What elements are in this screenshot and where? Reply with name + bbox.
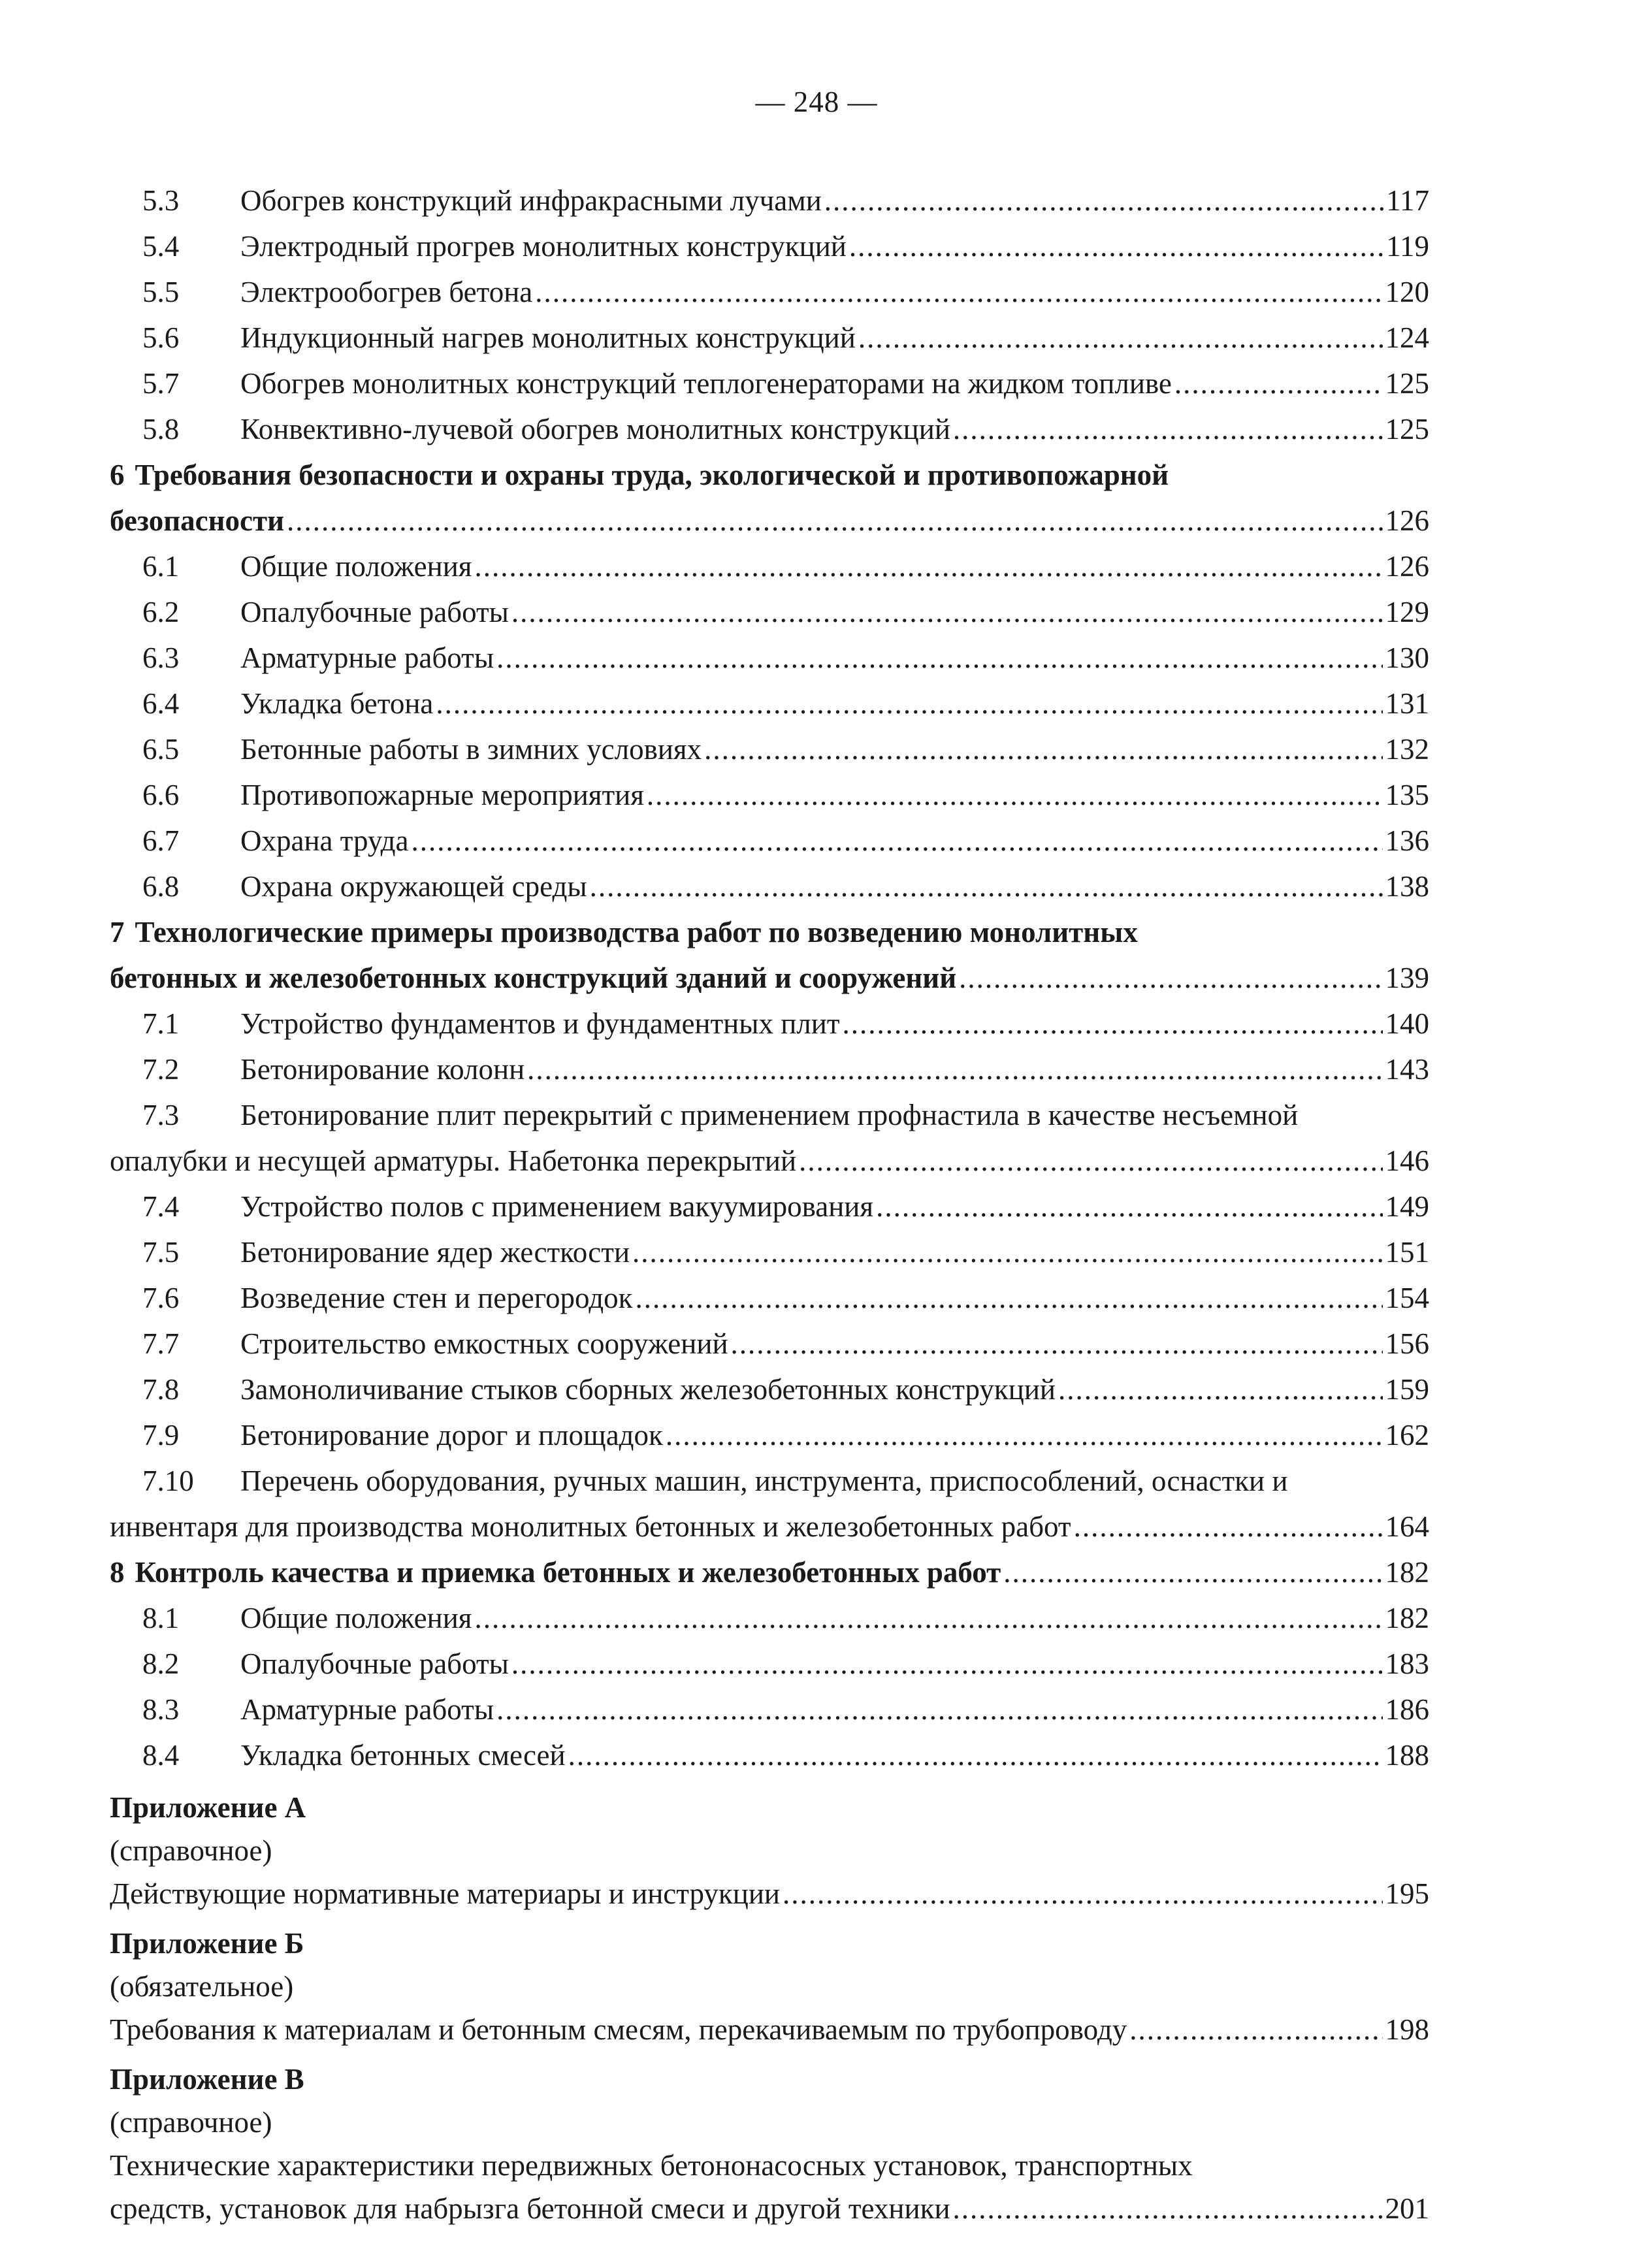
toc-entry-8-1[interactable] [110,1595,1429,1641]
toc-entry-number: 6.6 [142,779,180,811]
toc-entry-page: 126 [1385,550,1429,583]
toc-section-number: 8 [110,1556,125,1589]
toc-entry-number: 6.5 [142,733,180,766]
appendix-v[interactable] [110,2056,1429,2229]
toc-entry-number: 7.8 [142,1373,180,1406]
toc-entry-page: 149 [1385,1190,1429,1223]
toc-entry-number: 5.4 [142,230,180,263]
toc-entry-title-line1: Перечень оборудования, ручных машин, инструмента, приспособлений, оснастки и [240,1465,1288,1497]
toc-entry-number: 6.7 [142,824,180,857]
toc-entry-page: 124 [1385,321,1429,354]
toc-entry-number: 7.1 [142,1007,180,1040]
dot-leader [1174,361,1383,406]
dot-leader [496,1687,1382,1732]
toc-entry-page: 151 [1385,1236,1429,1269]
appendix-heading: Приложение Б [110,1927,304,1960]
toc-entry-page: 186 [1385,1693,1429,1726]
toc-entry-number: 7.10 [142,1465,194,1497]
appendix-type: (справочное) [110,2106,272,2139]
dot-leader [411,818,1382,864]
toc-entry-title: Бетонирование колонн [240,1053,525,1086]
dot-leader [953,2186,1383,2231]
toc-entry-page: 159 [1385,1373,1429,1406]
toc-entry-title: Арматурные работы [240,641,494,674]
dot-leader [511,589,1383,635]
toc-entry-title: Охрана труда [240,824,409,857]
toc-section-title-line1: Технологические примеры производства работ по возведению монолитных [135,916,1138,948]
toc-entry-6-7[interactable] [110,818,1429,864]
toc-entry-number: 7.9 [142,1419,180,1451]
toc-entry-5-6[interactable] [110,315,1429,361]
toc-entry-number: 7.3 [142,1099,180,1131]
toc-entry-page: 146 [1385,1144,1429,1177]
toc-entry-number: 6.2 [142,596,180,628]
toc-entry-7-9[interactable] [110,1412,1429,1458]
appendix-page: 201 [1385,2192,1429,2225]
dot-leader [568,1732,1383,1778]
toc-entry-title: Обогрев монолитных конструкций теплогенераторами на жидком топливе [240,367,1172,400]
dot-leader [475,543,1383,589]
toc-entry-title: Конвективно-лучевой обогрев монолитных конструкций [240,413,950,446]
toc-entry-number: 7.6 [142,1282,180,1314]
toc-entry-title: Общие положения [240,550,472,583]
dot-leader [535,269,1382,315]
toc-entry-7-8[interactable] [110,1367,1429,1412]
dot-leader [1003,1549,1382,1595]
toc-entry-title: Замоноличивание стыков сборных железобетонных конструкций [240,1373,1056,1406]
toc-entry-title: Противопожарные мероприятия [240,779,644,811]
toc-entry-title: Бетонирование дорог и площадок [240,1419,663,1451]
toc-entry-title: Укладка бетонных смесей [240,1739,566,1772]
toc-entry-page: 135 [1385,779,1429,811]
toc-section-number: 7 [110,916,125,948]
toc-entry-page: 156 [1385,1327,1429,1360]
dot-leader [824,178,1383,223]
appendix-type: (справочное) [110,1834,272,1867]
toc-entry-6-4[interactable] [110,681,1429,726]
appendix-page: 195 [1385,1877,1429,1910]
toc-entry-8-3[interactable] [110,1687,1429,1732]
toc-entry-page: 119 [1386,230,1429,263]
toc-entry-number: 5.8 [142,413,180,446]
toc-entry-page: 125 [1385,367,1429,400]
toc-entry-number: 6.4 [142,687,180,720]
dot-leader [666,1412,1383,1458]
toc-section-number: 6 [110,459,125,491]
toc-entry-title: Индукционный нагрев монолитных конструкций [240,321,856,354]
dot-leader [287,498,1382,543]
appendix-title-line1: Технические характеристики передвижных бетононасосных установок, транспортных [110,2149,1193,2182]
toc-section-title-line1: Требования безопасности и охраны труда, экологической и противопожарной [135,459,1169,491]
dot-leader [959,955,1382,1001]
toc-entry-number: 8.3 [142,1693,180,1726]
toc-entry-6-8[interactable] [110,864,1429,909]
table-of-contents [110,178,1429,2229]
toc-entry-page: 130 [1385,641,1429,674]
toc-entry-title: Опалубочные работы [240,1647,509,1680]
toc-entry-title: Бетонирование ядер жесткости [240,1236,630,1269]
toc-entry-5-5[interactable] [110,269,1429,315]
toc-entry-page: 182 [1385,1602,1429,1634]
dot-leader [731,1321,1383,1367]
toc-entry-title-line2: инвентаря для производства монолитных бетонных и железобетонных работ [110,1510,1071,1543]
toc-entry-page: 125 [1385,413,1429,446]
toc-entry-6-2[interactable] [110,589,1429,635]
toc-entry-number: 6.3 [142,641,180,674]
toc-entry-8-2[interactable] [110,1641,1429,1687]
toc-entry-7-6[interactable] [110,1275,1429,1321]
toc-entry-page: 188 [1385,1739,1429,1772]
dot-leader [496,635,1382,681]
appendix-title: Действующие нормативные материары и инструкции [110,1877,780,1910]
toc-entry-6-6[interactable] [110,772,1429,818]
toc-entry-number: 7.7 [142,1327,180,1360]
dot-leader [953,406,1383,452]
dot-leader [527,1046,1382,1092]
toc-entry-page: 162 [1385,1419,1429,1451]
toc-entry-number: 5.5 [142,276,180,308]
toc-entry-8-4[interactable] [110,1732,1429,1778]
toc-entry-title: Арматурные работы [240,1693,494,1726]
toc-entry-number: 8.2 [142,1647,180,1680]
toc-entry-title: Строительство емкостных сооружений [240,1327,728,1360]
appendix-heading: Приложение В [110,2063,304,2096]
dot-leader [876,1184,1382,1229]
toc-entry-7-4[interactable] [110,1184,1429,1229]
toc-entry-5-8[interactable] [110,406,1429,452]
toc-section-8[interactable] [110,1549,1429,1595]
toc-entry-6-1[interactable] [110,543,1429,589]
dot-leader [632,1229,1382,1275]
toc-entry-number: 8.4 [142,1739,180,1772]
appendix-title-line2: средств, установок для набрызга бетонной смеси и другой техники [110,2192,950,2225]
toc-entry-5-4[interactable] [110,223,1429,269]
appendix-heading: Приложение А [110,1791,306,1824]
toc-section-page: 139 [1385,962,1429,994]
toc-entry-6-3[interactable] [110,635,1429,681]
toc-entry-page: 164 [1385,1510,1429,1543]
dot-leader [647,772,1383,818]
toc-entry-7-5[interactable] [110,1229,1429,1275]
toc-entry-title: Обогрев конструкций инфракрасными лучами [240,184,822,217]
toc-entry-number: 5.7 [142,367,180,400]
toc-entry-page: 140 [1385,1007,1429,1040]
toc-entry-page: 183 [1385,1647,1429,1680]
toc-section-page: 126 [1385,504,1429,537]
appendix-page: 198 [1385,2013,1429,2046]
toc-entry-title: Бетонные работы в зимних условиях [240,733,702,766]
toc-entry-7-1[interactable] [110,1001,1429,1046]
toc-entry-number: 5.6 [142,321,180,354]
toc-entry-page: 136 [1385,824,1429,857]
toc-entry-page: 129 [1385,596,1429,628]
toc-entry-page: 132 [1385,733,1429,766]
toc-entry-7-2[interactable] [110,1046,1429,1092]
toc-entry-title: Возведение стен и перегородок [240,1282,633,1314]
toc-entry-number: 7.5 [142,1236,180,1269]
dot-leader [511,1641,1383,1687]
toc-entry-number: 6.1 [142,550,180,583]
appendix-a[interactable] [110,1785,1429,1914]
toc-section-7[interactable] [110,909,1429,1001]
dot-leader [704,726,1382,772]
dot-leader [783,1871,1383,1917]
toc-entry-title: Общие положения [240,1602,472,1634]
page-number: — 248 — [755,86,878,118]
toc-entry-page: 143 [1385,1053,1429,1086]
toc-section-title: Контроль качества и приемка бетонных и железобетонных работ [135,1556,1001,1589]
dot-leader [843,1001,1383,1046]
toc-section-title-line2: безопасности [110,504,285,537]
toc-entry-page: 154 [1385,1282,1429,1314]
dot-leader [1129,2007,1382,2052]
toc-entry-7-10[interactable] [110,1458,1429,1549]
toc-entry-page: 131 [1385,687,1429,720]
appendix-type: (обязательное) [110,1970,294,2003]
toc-entry-7-7[interactable] [110,1321,1429,1367]
toc-entry-page: 138 [1385,870,1429,903]
dot-leader [849,223,1383,269]
toc-entry-number: 8.1 [142,1602,180,1634]
appendix-title: Требования к материалам и бетонным смесям, перекачиваемым по трубопроводу [110,2013,1127,2046]
appendix-b[interactable] [110,1920,1429,2050]
toc-entry-number: 5.3 [142,184,180,217]
toc-entry-title: Устройство полов с применением вакуумирования [240,1190,874,1223]
dot-leader [436,681,1382,726]
toc-entry-page: 117 [1386,184,1429,217]
toc-entry-title: Электрообогрев бетона [240,276,533,308]
toc-entry-5-3[interactable] [110,178,1429,223]
dot-leader [636,1275,1383,1321]
toc-entry-5-7[interactable] [110,361,1429,406]
toc-entry-page: 120 [1385,276,1429,308]
toc-entry-title: Охрана окружающей среды [240,870,587,903]
dot-leader [858,315,1383,361]
toc-entry-title: Устройство фундаментов и фундаментных плит [240,1007,840,1040]
dot-leader [590,864,1383,909]
toc-entry-title: Укладка бетона [240,687,434,720]
toc-entry-title-line1: Бетонирование плит перекрытий с применением профнастила в качестве несъемной [240,1099,1299,1131]
toc-entry-7-3[interactable] [110,1092,1429,1184]
toc-entry-number: 7.2 [142,1053,180,1086]
toc-section-page: 182 [1385,1556,1429,1589]
toc-entry-title-line2: опалубки и несущей арматуры. Набетонка перекрытий [110,1144,797,1177]
dot-leader [1074,1504,1383,1549]
toc-entry-number: 7.4 [142,1190,180,1223]
dot-leader [799,1138,1382,1184]
toc-entry-6-5[interactable] [110,726,1429,772]
toc-section-title-line2: бетонных и железобетонных конструкций зданий и сооружений [110,962,957,994]
toc-entry-title: Опалубочные работы [240,596,509,628]
dot-leader [1058,1367,1382,1412]
dot-leader [475,1595,1383,1641]
toc-entry-number: 6.8 [142,870,180,903]
toc-section-6[interactable] [110,452,1429,543]
toc-entry-title: Электродный прогрев монолитных конструкций [240,230,847,263]
